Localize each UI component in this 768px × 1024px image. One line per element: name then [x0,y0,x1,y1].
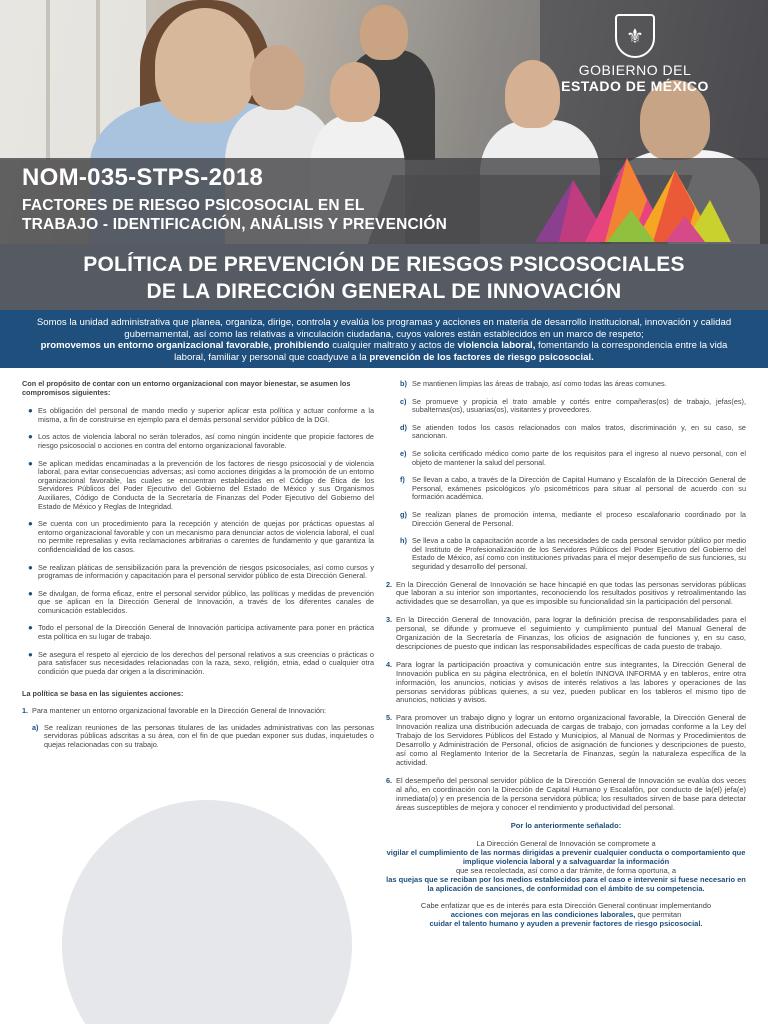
item-number: 4. [386,659,393,669]
subitem-text: Se realizan reuniones de las personas titulares de las unidades administrativas con las personas servidoras públicas adscritas a su área, con el fin de que puedan exponer sus dudas, inquietudes o quejas relacionadas con su trabajo. [44,722,374,749]
commitment-text: Se cuenta con un procedimiento para la recepción y atención de quejas por prácticas opuestas al entorno organizacional favorable y con un mecanismo para denunciar actos de violencia laboral, el cual no permite represalias y evita reclamaciones arbitrarias o carentes de fundamento y que garantiza la confidencialidad de los casos. [38,519,374,554]
commitments-intro: Con el propósito de contar con un entorno organizacional con mayor bienestar, se asumen los compromisos siguientes: [22,379,351,397]
intro-text: Somos la unidad administrativa que planea, organiza, dirige, controla y evalúa los programas y acciones en materia de desarrollo institucional, innovación y calidad gubernamental, así como las relativas a vinculación ciudadana, cuyos valores están establecidos en un marco de respeto; [36,317,732,340]
action-item [386,661,746,706]
subitem-letter: f) [400,475,405,485]
norm-subtitle-1: FACTORES DE RIESGO PSICOSOCIAL EN EL [22,197,365,214]
subitem-text: Se solicita certificado médico como parte de los requisitos para el ingreso al nuevo personal, con el objeto de mantener la salud del personal. [412,448,746,467]
person-face [155,8,255,123]
item-number: 3. [386,615,393,625]
closing-paragraph-2 [386,901,746,928]
item-text: El desempeño del personal servidor público de la Dirección General de Innovación se evalúa dos veces al año, en coordinación con la Dirección de Capital Humano y Escalafón, por conducto de la(el) jefa(e) inmediata(o) y en presencia de la persona servidora pública; los resultados sirven de base para detectar áreas susceptibles de mejora y conocer el rendimiento y productividad del personal. [396,775,746,812]
policy-title-line2: DE LA DIRECCIÓN GENERAL DE INNOVACIÓN [146,280,622,303]
bullet-icon: ● [28,432,33,442]
closing-bold: vigilar el cumplimiento de las normas dirigidas a prevenir cualquier conducta o comportamiento que implique violencia laboral y a salvaguardar la información [386,848,746,867]
action-subitem [386,450,746,467]
closing-text: que sea recolectada, así como a dar trámite, de forma oportuna, a [455,866,677,876]
closing-text: Cabe enfatizar que es de interés para esta Dirección General continuar implementando [420,901,712,911]
subitem-text: Se promueve y propicia el trato amable y cortés entre compañeras(os) de trabajo, jefas(es), subalternas(os), usuarias(os), visitantes y proveedores. [412,396,746,415]
left-column [22,380,374,757]
logo-line2: ESTADO DE MÉXICO [561,78,709,94]
closing-text: que permitan [635,910,682,920]
commitment-item [22,407,374,424]
action-subitem [386,511,746,528]
action-subitem [386,476,746,502]
action-item [386,777,746,813]
action-subitem [386,380,746,389]
subitem-text: Se atienden todos los casos relacionados con malos tratos, discriminación y, en su caso, se sancionan. [412,422,746,441]
policy-title-line1: POLÍTICA DE PREVENCIÓN DE RIESGOS PSICOSOCIALES [83,253,685,276]
item-number: 5. [386,713,393,723]
closing-paragraph-1 [386,839,746,893]
person-face [360,5,408,60]
subitem-text: Se mantienen limpias las áreas de trabajo, así como todas las áreas comunes. [412,379,667,388]
intro-bold-2: violencia laboral, [457,340,536,352]
person-face [250,45,305,110]
item-number: 2. [386,579,393,589]
item-number: 1. [22,706,29,716]
commitment-text: Se realizan pláticas de sensibilización para la prevención de riesgos psicosociales, así como cursos y programas de información y capacitación para el personal servidor público de esta Dirección General. [38,562,374,581]
commitment-text: Se aplican medidas encaminadas a la prevención de los factores de riesgo psicosocial y de violencia laboral, para evitar consecuencias adversas; así como acciones dirigidas a la promoción de un entorno organizacional favorable, las cuales se encuentran establecidas en el Código de Ética de los Servidores Públicos del Poder Ejecutivo del Gobierno del Estado de México y sus Organismos Auxiliares, Código de Conducta de la Secretaría de Finanzas del Poder Ejecutivo del Gobierno del Estado de México y Reglas de Integridad. [38,458,374,511]
commitment-text: Es obligación del personal de mando medio y superior aplicar esta política y actuar conforme a la misma, a fin de construirse en ejemplo para el demás personal servidor público de la DGI. [38,406,374,424]
item-text: En la Dirección General de Innovación se hace hincapié en que todas las personas servidoras públicas que laboran a su interior son importantes, reconociendo los resultados positivos y retroalimentando las actividades que se desarrollan, ya que es imposible su funcionalidad sin la participación del personal. [396,579,746,607]
subitem-letter: b) [400,379,407,388]
decorative-circle [62,800,352,1024]
commitment-item [22,590,374,616]
item-text: Para lograr la participación proactiva y comunicación entre sus integrantes, la Dirección General de Innovación publica en su página electrónica, en el boletín INNOVA INFORMA y en tableros, entre otra información, los anuncios, noticias y avisos de interés relativos a las labores y operaciones de las personas servidoras públicas quienes, a su vez, pueden publicar en los tableros el mismo tipo de anuncios, noticias y avisos. [396,659,746,705]
government-logo [555,14,715,96]
norm-block [22,164,447,234]
norm-code: NOM-035-STPS-2018 [22,164,264,191]
item-text: Para promover un trabajo digno y lograr un entorno organizacional favorable, la Dirección General de Innovación realiza una distribución adecuada de cargas de trabajo, con jornadas conforme a la Ley del Trabajo de los Servidores Públicos del Estado y Municipios, al Manual de Normas y Procedimientos de Desarrollo y Administración de Personal, oficios de asignación de funciones y descripciones de puesto, así como al Reglamento Interior de la Secretaría de Finanzas, según la naturaleza específica de la actividad. [396,713,746,767]
intro-bold-3: prevención de los factores de riesgo psicosocial. [369,351,594,363]
subitem-text: Se realizan planes de promoción interna, mediante el proceso escalafonario coordinado por la Dirección General de Personal. [412,509,746,528]
commitment-text: Los actos de violencia laboral no serán tolerados, así como ningún incidente que propicie factores de riesgo psicosocial o acciones en contra del entorno organizacional favorable. [38,432,374,450]
coat-of-arms-icon: ⚜ [615,14,655,58]
intro-text-3: fomentando la correspondencia entre la vida laboral, familiar y personal que coadyuve a la [174,340,728,363]
subitem-text: Se llevan a cabo, a través de la Dirección de Capital Humano y Escalafón de la Dirección General de Personal, exámenes psicológicos y/o psicométricos para situar al personal de acuerdo con su formación académica. [412,475,746,502]
action-item [386,616,746,652]
right-column [386,380,746,936]
logo-line1: GOBIERNO DEL [578,62,692,78]
intro-statement [0,310,768,368]
action-subitem [22,724,374,750]
commitment-text: Se divulgan, de forma eficaz, entre el personal servidor público, las políticas y medidas de prevención que se aplican en la Dirección General de Innovación, a través de los diferentes canales de comunicación establecidos. [38,588,374,615]
closing-statement [386,821,746,928]
closing-bold: cuidar el talento humano y ayuden a prevenir factores de riesgo psicosocial. [429,919,703,929]
action-item [386,581,746,608]
action-item [22,707,374,716]
subitem-letter: e) [400,448,407,458]
bullet-icon: ● [28,519,33,529]
subitem-letter: g) [400,509,407,519]
subitem-letter: a) [32,722,39,732]
commitment-text: Todo el personal de la Dirección General de Innovación participa activamente para poner en práctica esta política en su lugar de trabajo. [38,623,374,642]
closing-bold: las quejas que se reciban por los medios establecidos para el caso e intervenir si fuese necesario en la aplicación de sanciones, de conformidad con el ámbito de su competencia. [386,875,746,894]
closing-bold: acciones con mejoras en las condiciones laborales, [450,910,636,920]
bullet-icon: ● [28,562,33,572]
subitem-letter: h) [400,536,407,546]
subitem-letter: d) [400,422,407,432]
intro-text-2: cualquier maltrato y actos de [329,340,458,352]
bullet-icon: ● [28,588,33,598]
commitment-text: Se asegura el respeto al ejercicio de los derechos del personal relativos a sus creencias o prácticas o para satisfacer sus necesidades relacionadas con la raza, sexo, religión, etnia, edad o cualquier otra condición que pueda dar origen a la discriminación. [38,649,374,676]
closing-heading: Por lo anteriormente señalado: [510,821,622,831]
action-subitem [386,398,746,415]
policy-title-bar [0,244,768,310]
subitem-text: Se lleva a cabo la capacitación acorde a las necesidades de cada personal servidor público por medio del Instituto de Profesionalización de los Servidores Públicos del Poder Ejecutivo del Gobierno del Estado de México, así como con instituciones privadas para el mejor desempeño de sus funciones, su seguridad y desarrollo del personal. [412,536,746,571]
item-text: Para mantener un entorno organizacional favorable en la Dirección General de Innovación: [32,706,327,716]
norm-subtitle-2: TRABAJO - IDENTIFICACIÓN, ANÁLISIS Y PREVENCIÓN [22,216,448,233]
item-number: 6. [386,775,393,785]
item-text: En la Dirección General de Innovación, para lograr la definición precisa de responsabilidades para el personal, se difunde y promueve el seguimiento y cumplimiento puntual del Manual General de Organización de la Secretaría de Finanzas, los oficios de asignación de funciones y, en su caso, descripciones de puesto que indican las responsabilidades específicas de cada puesto de trabajo. [396,615,746,651]
bullet-icon: ● [28,406,33,416]
subitem-letter: c) [400,396,407,406]
colorful-mountains-logo [535,150,731,242]
bullet-icon: ● [28,649,33,659]
action-subitem [386,537,746,571]
commitment-item [22,651,374,677]
action-subitem [386,424,746,441]
person-face [505,60,560,128]
actions-heading: La política se basa en las siguientes acciones: [22,689,184,699]
closing-text: La Dirección General de Innovación se compromete a [476,839,656,849]
commitment-item [22,564,374,581]
commitment-item [22,433,374,450]
intro-bold-1: promovemos un entorno organizacional favorable, prohibiendo [40,340,330,352]
commitment-item [22,460,374,512]
commitment-item [22,624,374,641]
commitment-item [22,520,374,554]
action-item [386,714,746,767]
bullet-icon: ● [28,623,33,633]
person-face [330,62,380,122]
bullet-icon: ● [28,458,33,468]
